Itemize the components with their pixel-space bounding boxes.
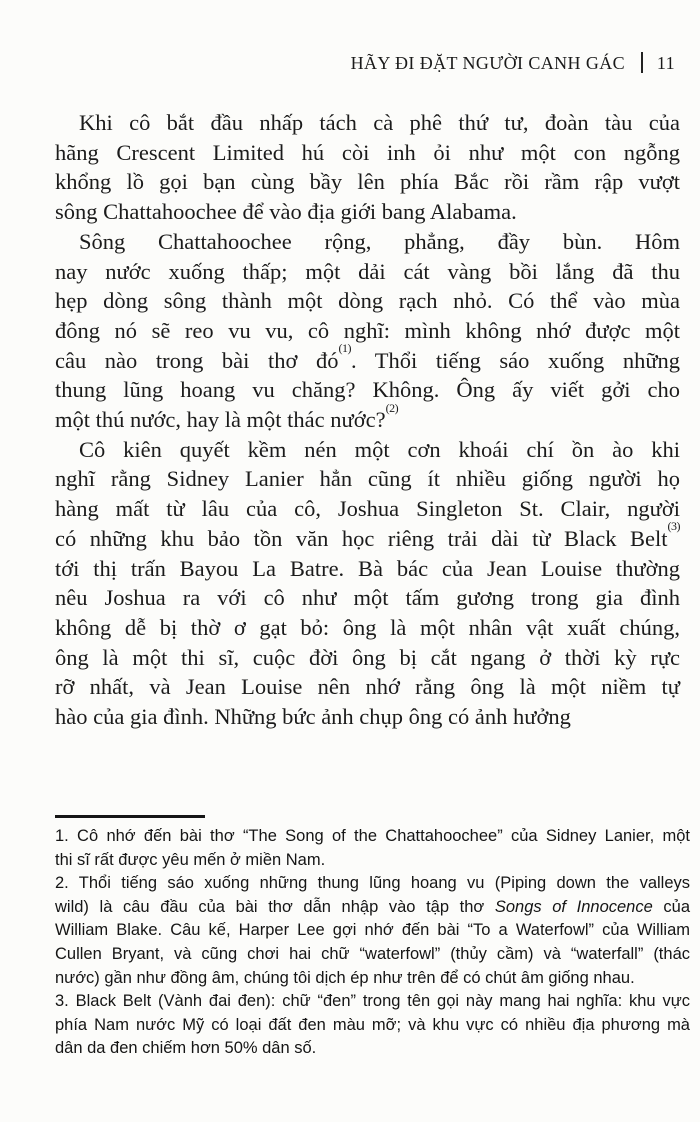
- text-line: đông nó sẽ reo vu vu, cô nghĩ: mình không nhớ được một: [55, 317, 680, 343]
- text-line: thung lũng hoang vu chăng? Không. Ông ấy viết gởi cho: [55, 377, 680, 403]
- paragraph: [55, 435, 680, 732]
- text-line: ông là một thi sĩ, cuộc đời ông bị cắt ngang ở thời kỳ rực: [55, 644, 680, 670]
- running-title: HÃY ĐI ĐẶT NGƯỜI CANH GÁC: [350, 53, 626, 73]
- footnote-line: Cullen Bryant, và cũng chơi hai chữ “waterfowl” (thủy cầm) và “waterfall” (thác: [55, 944, 690, 963]
- text-line: hào của gia đình. Những bức ảnh chụp ông có ảnh hưởng: [55, 704, 571, 730]
- text-line: hẹp dòng sông thành một dòng rạch nhỏ. Có thể vào mùa: [55, 288, 680, 314]
- footnote-line: 2. Thổi tiếng sáo xuống những thung lũng hoang vu (Piping down the valleys: [55, 874, 690, 893]
- text-line: tới thị trấn Bayou La Batre. Bà bác của Jean Louise thường: [55, 555, 680, 581]
- footnote: [55, 872, 690, 990]
- body-text: [55, 108, 680, 732]
- paragraph: [55, 227, 680, 435]
- footnote-line: thi sĩ rất được yêu mến ở miền Nam.: [55, 850, 326, 869]
- text-line: Sông Chattahoochee rộng, phẳng, đầy bùn. Hôm: [79, 228, 680, 254]
- text-line: có những khu bảo tồn văn học riêng trải dài từ Black Belt$^{(3)}$: [55, 519, 680, 551]
- footnote-line: 1. Cô nhớ đến bài thơ “The Song of the Chattahoochee” của Sidney Lanier, một: [55, 827, 690, 845]
- text-line: không dễ bị thờ ơ gạt bỏ: ông là một nhân vật xuất chúng,: [55, 614, 680, 640]
- text-line: một thú nước, hay là một thác nước?$^{(2)}$: [55, 400, 399, 433]
- page-number: 11: [656, 53, 675, 73]
- text-line: hàng mất từ lâu của cô, Joshua Singleton St. Clair, người: [55, 496, 680, 522]
- text-line: nay nước xuống thấp; một dải cát vàng bồi lắng đã thu: [55, 258, 680, 284]
- footnote-line: William Blake. Câu kế, Harper Lee gợi nhớ đến bài “To a Waterfowl” của William: [55, 921, 690, 940]
- page-header: [55, 52, 675, 74]
- text-line: câu nào trong bài thơ $đó^{(1)}$. Thổi tiếng sáo xuống những: [55, 341, 681, 373]
- text-line: rỡ nhất, và Jean Louise nên nhớ rằng ông là một niềm tự: [55, 674, 680, 700]
- footnotes-section: [55, 825, 690, 1061]
- footnote-line: dân da đen chiếm hơn 50% dân số.: [55, 1039, 317, 1058]
- footnote-line: 3. Black Belt (Vành đai đen): chữ “đen” trong tên gọi này mang hai nghĩa: khu vực: [55, 992, 690, 1011]
- header-divider-bar: [641, 52, 643, 73]
- footnote-line: wild) là câu đầu của bài thơ dẫn nhập vào tập thơ Songs of Innocence của: [55, 897, 691, 916]
- footnote-line: phía Nam nước Mỹ có loại đất đen màu mỡ; và khu vực có nhiều địa phương mà: [55, 1015, 690, 1034]
- text-line: nghĩ rằng Sidney Lanier hẳn cũng ít nhiều giống người họ: [55, 466, 680, 492]
- footnote-line: nước) gần như đồng âm, chúng tôi dịch ép như trên để có chút âm giống nhau.: [55, 968, 635, 987]
- text-line: nêu Joshua ra với cô như một tấm gương trong gia đình: [55, 585, 680, 611]
- footnote: [55, 990, 690, 1061]
- text-line: Cô kiên quyết kềm nén một cơn khoái chí ồn ào khi: [79, 436, 680, 462]
- text-line: sông Chattahoochee để vào địa giới bang Alabama.: [55, 199, 517, 225]
- footnote: [55, 825, 690, 872]
- text-line: khổng lồ gọi bạn cùng bầy lên phía Bắc rồi rầm rập vượt: [55, 169, 680, 195]
- text-line: hãng Crescent Limited hú còi inh ỏi như một con ngỗng: [55, 139, 680, 165]
- text-line: Khi cô bắt đầu nhấp tách cà phê thứ tư, đoàn tàu của: [79, 110, 680, 135]
- paragraph: [55, 108, 680, 227]
- footnote-separator-rule: [55, 815, 205, 818]
